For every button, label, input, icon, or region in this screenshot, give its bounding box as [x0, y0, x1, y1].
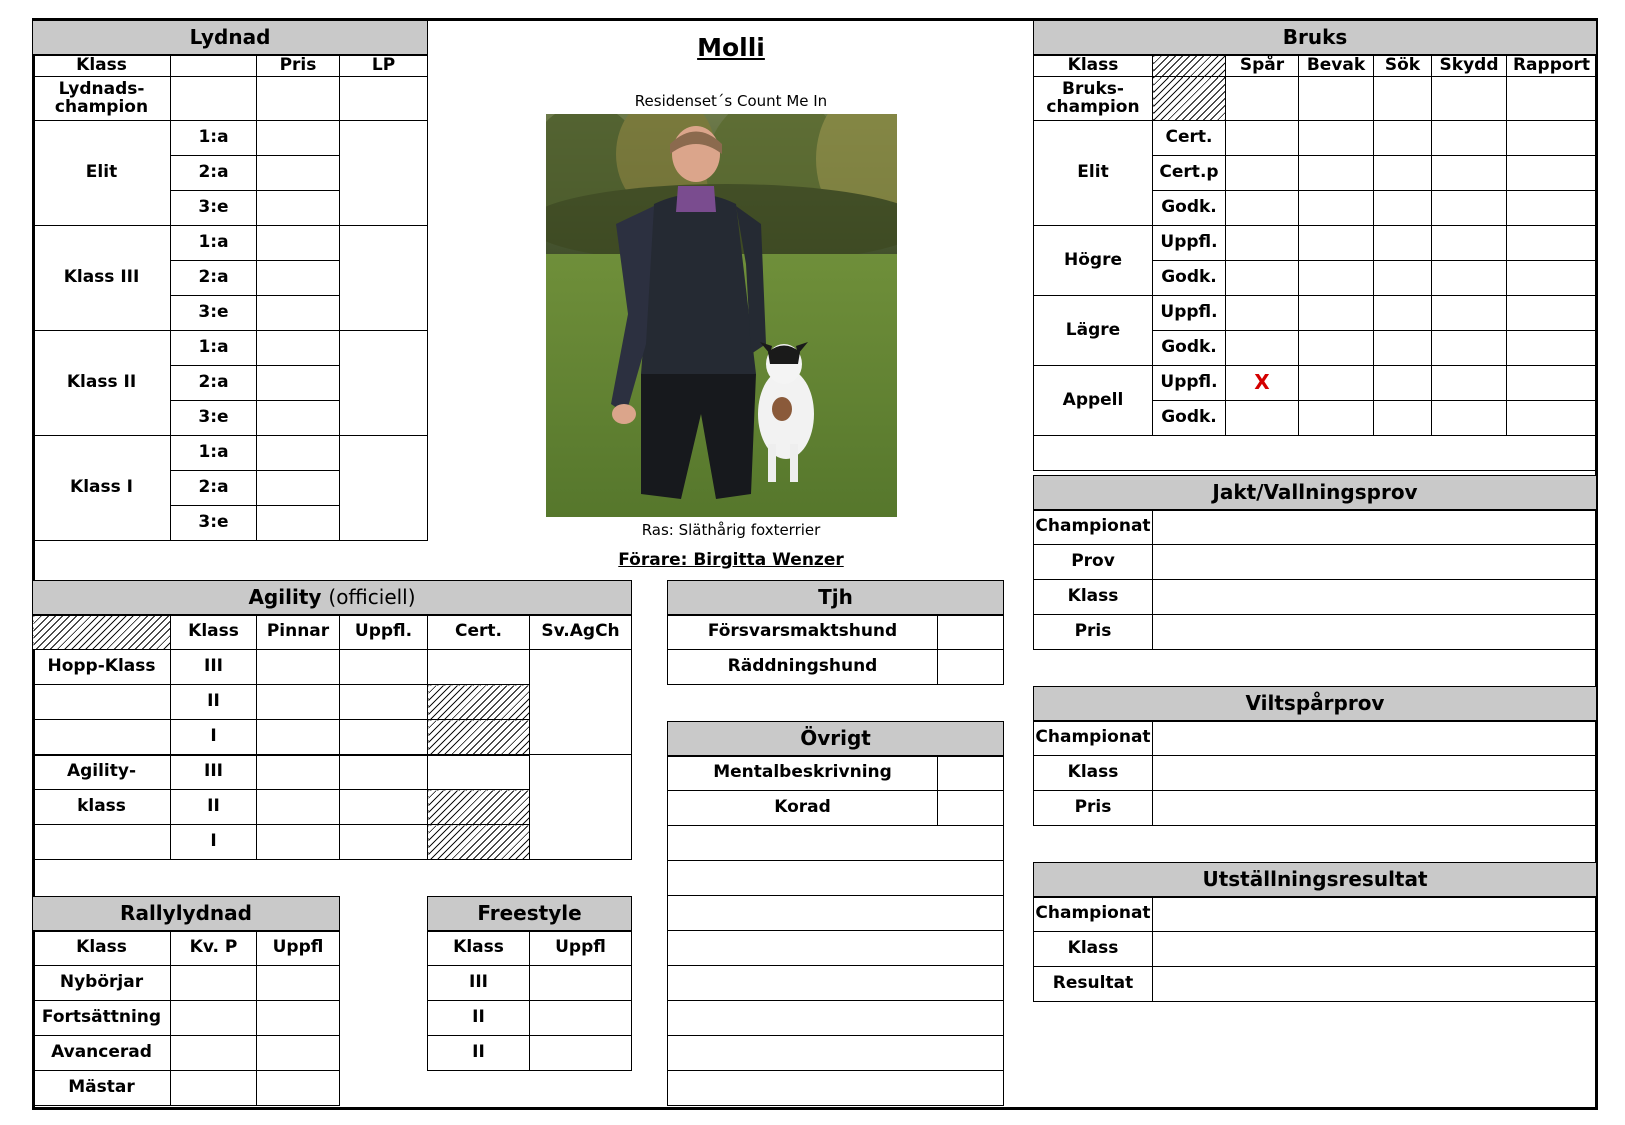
lydnad-place: 3:e: [171, 506, 257, 541]
bruks-row-label: Uppfl.: [1153, 296, 1226, 331]
freestyle-col-uppfl: Uppfl: [530, 931, 632, 966]
agility-level: III: [171, 755, 257, 790]
bruks-row-label: Godk.: [1153, 191, 1226, 226]
bruks-group-lagre: Lägre: [1034, 296, 1153, 366]
registered-name: Residenset´s Count Me In: [634, 92, 828, 110]
ovrigt-row-label: Mentalbeskrivning: [668, 756, 938, 791]
lydnad-place: 2:a: [171, 261, 257, 296]
tjh-title: Tjh: [668, 581, 1004, 615]
agility-label-2: klass: [33, 790, 171, 825]
vilt-row-label: Pris: [1034, 791, 1153, 826]
bruks-row-label: Godk.: [1153, 331, 1226, 366]
tjh-row-label: Räddningshund: [668, 650, 938, 685]
agility-level: I: [171, 825, 257, 860]
agility-level: III: [171, 650, 257, 685]
lydnad-place: 2:a: [171, 366, 257, 401]
lydnad-place: 1:a: [171, 121, 257, 156]
agility-hopp-label: Hopp-Klass: [33, 650, 171, 685]
lydnad-champion-label: Lydnads- champion: [33, 77, 171, 121]
bruks-col-spar: Spår: [1226, 55, 1299, 77]
bruks-title: Bruks: [1034, 21, 1597, 55]
bruks-row-label: Cert.p: [1153, 156, 1226, 191]
jakt-row-label: Pris: [1034, 615, 1153, 650]
lydnad-place: 1:a: [171, 436, 257, 471]
breed: Ras: Släthårig foxterrier: [641, 521, 821, 539]
bruks-table: [1033, 20, 1597, 471]
bruks-col-rapport: Rapport: [1507, 55, 1597, 77]
bruks-row-label: Godk.: [1153, 261, 1226, 296]
agility-level: II: [171, 685, 257, 720]
lydnad-place: 1:a: [171, 331, 257, 366]
lydnad-place: 2:a: [171, 156, 257, 191]
rally-row-label: Fortsättning: [33, 1001, 171, 1036]
jakt-row-label: Championat: [1034, 510, 1153, 545]
dog-photo: [546, 114, 897, 517]
bruks-col-sok: Sök: [1374, 55, 1432, 77]
lydnad-col-place: [171, 55, 257, 77]
lydnad-place: 3:e: [171, 191, 257, 226]
bruks-group-elit: Elit: [1034, 121, 1153, 226]
agility-label-1: Agility-: [33, 755, 171, 790]
lydnad-group-klass3: Klass III: [33, 226, 171, 331]
jakt-row-label: Klass: [1034, 580, 1153, 615]
lydnad-table: [32, 20, 428, 541]
agility-col-uppfl: Uppfl.: [340, 615, 428, 650]
ovrigt-row-label: Korad: [668, 791, 938, 826]
agility-level: II: [171, 790, 257, 825]
lydnad-place: 1:a: [171, 226, 257, 261]
freestyle-row-label: II: [428, 1036, 530, 1071]
bruks-row-label: Uppfl.: [1153, 226, 1226, 261]
freestyle-title: Freestyle: [428, 897, 632, 931]
utst-row-label: Championat: [1034, 897, 1153, 932]
ovrigt-table: [667, 721, 1004, 1106]
rally-col-kvp: Kv. P: [171, 931, 257, 966]
agility-col-hatched: [33, 615, 171, 650]
rally-col-klass: Klass: [33, 931, 171, 966]
tjh-row-label: Försvarsmaktshund: [668, 615, 938, 650]
rally-row-label: Nybörjar: [33, 966, 171, 1001]
bruks-col-hatched: [1153, 55, 1226, 77]
vilt-row-label: Championat: [1034, 721, 1153, 756]
bruks-col-skydd: Skydd: [1432, 55, 1507, 77]
dog-name: Molli: [697, 33, 765, 62]
rally-table: [32, 896, 340, 1106]
utst-title: Utställningsresultat: [1034, 863, 1597, 897]
handler: Förare: Birgitta Wenzer: [618, 550, 844, 570]
agility-title: Agility (officiell): [33, 581, 632, 615]
bruks-row-label: Godk.: [1153, 401, 1226, 436]
bruks-col-bevak: Bevak: [1299, 55, 1374, 77]
freestyle-col-klass: Klass: [428, 931, 530, 966]
rally-col-uppfl: Uppfl: [257, 931, 340, 966]
dog-photo-image: [546, 114, 897, 517]
lydnad-group-elit: Elit: [33, 121, 171, 226]
freestyle-table: [427, 896, 632, 1071]
agility-title-suffix: (officiell): [328, 584, 416, 609]
lydnad-group-klass1: Klass I: [33, 436, 171, 541]
rally-title: Rallylydnad: [33, 897, 340, 931]
lydnad-group-klass2: Klass II: [33, 331, 171, 436]
jakt-row-label: Prov: [1034, 545, 1153, 580]
vilt-title: Viltspårprov: [1034, 687, 1597, 721]
utst-row-label: Klass: [1034, 932, 1153, 967]
lydnad-col-klass: Klass: [33, 55, 171, 77]
bruks-champion-label: Bruks- champion: [1034, 77, 1153, 121]
lydnad-title: Lydnad: [33, 21, 428, 55]
agility-table: [32, 580, 632, 860]
utst-row-label: Resultat: [1034, 967, 1153, 1002]
rally-row-label: Avancerad: [33, 1036, 171, 1071]
lydnad-place: 2:a: [171, 471, 257, 506]
agility-col-svagch: Sv.AgCh: [530, 615, 632, 650]
jakt-title: Jakt/Vallningsprov: [1034, 476, 1597, 510]
bruks-col-klass: Klass: [1034, 55, 1153, 77]
tjh-table: [667, 580, 1004, 685]
bruks-row-label: Cert.: [1153, 121, 1226, 156]
vilt-table: [1033, 686, 1597, 826]
lydnad-col-lp: LP: [340, 55, 428, 77]
bruks-group-appell: Appell: [1034, 366, 1153, 436]
agility-col-klass: Klass: [171, 615, 257, 650]
appell-spar-mark: X: [1254, 370, 1270, 395]
freestyle-row-label: III: [428, 966, 530, 1001]
lydnad-place: 3:e: [171, 296, 257, 331]
ovrigt-title: Övrigt: [668, 722, 1004, 756]
lydnad-col-pris: Pris: [257, 55, 340, 77]
bruks-row-label: Uppfl.: [1153, 366, 1226, 401]
rally-row-label: Mästar: [33, 1071, 171, 1106]
lydnad-place: 3:e: [171, 401, 257, 436]
agility-level: I: [171, 720, 257, 755]
jakt-table: [1033, 475, 1597, 650]
agility-col-pinnar: Pinnar: [257, 615, 340, 650]
utst-table: [1033, 862, 1597, 1002]
agility-col-cert: Cert.: [428, 615, 530, 650]
freestyle-row-label: II: [428, 1001, 530, 1036]
bruks-group-hogre: Högre: [1034, 226, 1153, 296]
vilt-row-label: Klass: [1034, 756, 1153, 791]
